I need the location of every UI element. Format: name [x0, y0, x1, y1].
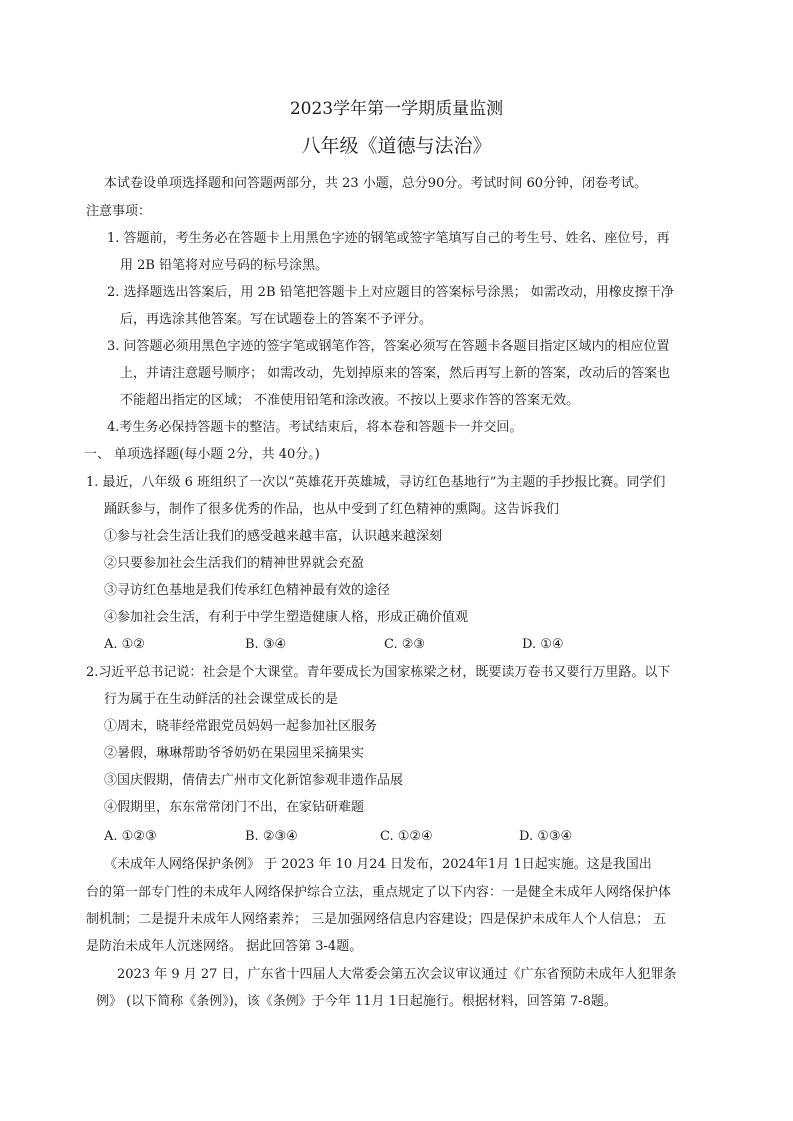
q1-option-c: C. ②③: [384, 637, 426, 652]
note-2-line-1: 2. 选择题选出答案后，用 2B 铅笔把答题卡上对应题目的答案标号涂黑； 如需改动，用橡皮擦干净: [107, 285, 674, 300]
q1-statement-2: ②只要参加社会生活我们的精神世界就会充盈: [104, 556, 365, 571]
q2-statement-3: ③国庆假期，倩倩去广州市文化新馆参观非遗作品展: [104, 773, 404, 788]
q1-statement-3: ③寻访红色基地是我们传承红色精神最有效的途径: [104, 583, 391, 598]
q2-option-a: A. ①②③: [104, 829, 157, 844]
q2-stem-line-2: 行为属于在生动鲜活的社会课堂成长的是: [104, 692, 339, 707]
q1-option-b: B. ③④: [245, 637, 287, 652]
note-3-line-1: 3. 问答题必须用黑色字迹的签字笔或钢笔作答，答案必须写在答题卡各题目指定区域内的相应位置: [107, 339, 670, 354]
q2-option-d: D. ①③④: [519, 829, 573, 844]
note-1-line-2: 用 2B 铅笔将对应号码的标号涂黑。: [120, 258, 329, 273]
q1-option-a: A. ①②: [104, 637, 145, 652]
q2-stem-line-1: 2.习近平总书记说：社会是个大课堂。青年要成长为国家栋梁之材，既要读万卷书又要行万里路。以下: [86, 665, 671, 680]
q2-statement-1: ①周末，晓菲经常跟党员妈妈一起参加社区服务: [104, 719, 378, 734]
note-4: 4.考生务必保持答题卡的整洁。考试结束后，将本卷和答题卡一并交回。: [107, 420, 523, 435]
q1-stem-line-1: 1. 最近，八年级 6 班组织了一次以“英雄花开英雄城，寻访红色基地行”为主题的手抄报比赛。同学们: [86, 475, 666, 490]
q1-statement-1: ①参与社会生活让我们的感受越来越丰富，认识越来越深刻: [104, 529, 443, 544]
exam-title: 2023学年第一学期质量监测: [289, 99, 504, 119]
q1-statement-4: ④参加社会生活，有利于中学生塑造健康人格，形成正确价值观: [104, 610, 469, 625]
note-1-line-1: 1. 答题前，考生务必在答题卡上用黑色字迹的钢笔或签字笔填写自己的考生号、姓名、座位号，再: [107, 231, 670, 246]
material-1-line-4: 是防治未成年人沉迷网络。 据此回答第 3-4题。: [86, 939, 363, 954]
note-3-line-2: 上，并请注意题号顺序； 如需改动，先划掉原来的答案，然后再写上新的答案，改动后的答案也: [120, 366, 671, 381]
material-2-line-1: 2023 年 9 月 27 日，广东省十四届人大常委会第五次会议审议通过《广东省预防未成年人犯罪条: [117, 967, 677, 982]
q2-option-c: C. ①②④: [380, 829, 433, 844]
exam-subject: 八年级《道德与法治》: [301, 135, 492, 157]
q1-stem-line-2: 踊跃参与，制作了很多优秀的作品，也从中受到了红色精神的熏陶。这告诉我们: [104, 502, 560, 517]
material-1-line-2: 台的第一部专门性的未成年人网络保护综合立法，重点规定了以下内容：一是健全未成年人网络保护体: [86, 885, 672, 900]
note-3-line-3: 不能超出指定的区域； 不准使用铅笔和涂改液。不按以上要求作答的答案无效。: [120, 393, 580, 408]
section-heading: 一、 单项选择题(每小题 2分，共 40分。): [84, 447, 320, 462]
q1-option-d: D. ①④: [522, 637, 564, 652]
notes-heading: 注意事项：: [86, 204, 152, 219]
q2-statement-2: ②暑假，琳琳帮助爷爷奶奶在果园里采摘果实: [104, 746, 365, 761]
note-2-line-2: 后，再选涂其他答案。写在试题卷上的答案不予评分。: [120, 312, 433, 327]
material-2-line-2: 例》 (以下简称《条例》)，该《条例》于今年 11月 1日起施行。根据材料，回答第 7-8题。: [96, 994, 617, 1009]
material-1-line-3: 制机制；二是提升未成年人网络素养； 三是加强网络信息内容建设；四是保护未成年人个人信息； 五: [86, 912, 667, 927]
q2-statement-4: ④假期里，东东常常闭门不出，在家钻研难题: [104, 800, 365, 815]
exam-intro: 本试卷设单项选择题和问答题两部分，共 23 小题，总分90分。考试时间 60分钟，闭卷考试。: [104, 176, 648, 191]
material-1-line-1: 《未成年人网络保护条例》 于 2023 年 10 月24 日发布，2024年1月 1日起实施。这是我国出: [104, 857, 652, 872]
q2-option-b: B. ②③④: [245, 829, 298, 844]
